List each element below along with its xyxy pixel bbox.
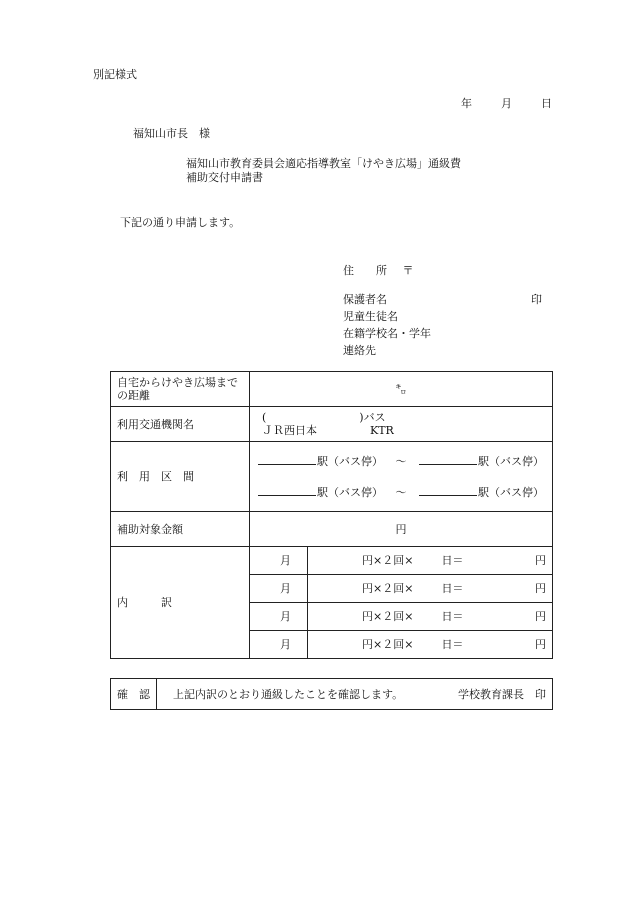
confirmation-signer: 学校教育課長 印: [458, 688, 546, 701]
application-table: [110, 371, 553, 659]
date-month: 月: [501, 97, 512, 110]
section-row: [111, 442, 553, 512]
transport-label: 利用交通機関名: [111, 407, 250, 442]
confirmation-label: 確 認: [111, 679, 157, 710]
confirmation-row: [111, 679, 553, 710]
distance-value[interactable]: [250, 372, 553, 407]
breakdown-label: 内 訳: [111, 547, 250, 659]
address-field: [343, 262, 414, 278]
distance-label: 自宅からけやき広場まで の距離: [111, 372, 250, 407]
transport-row: [111, 407, 553, 442]
section-value[interactable]: 駅（バス停） ～ 駅（バス停） 駅（バス停） ～ 駅（バス停）: [250, 442, 553, 512]
confirmation-text-cell: [157, 679, 553, 710]
breakdown-calc[interactable]: 円×２回× 日＝ 円: [308, 547, 553, 575]
date-day: 日: [541, 97, 552, 110]
section-label: 利 用 区 間: [111, 442, 250, 512]
confirmation-text: 上記内訳のとおり通級したことを確認します。: [173, 688, 404, 701]
breakdown-month[interactable]: 月: [250, 631, 308, 659]
intro-text: 下記の通り申請します。: [120, 216, 241, 229]
guardian-label: 保護者名: [343, 293, 387, 306]
postal-mark: 〒: [402, 264, 414, 277]
amount-value[interactable]: [250, 512, 553, 547]
student-label: 児童生徒名: [343, 310, 398, 323]
breakdown-calc[interactable]: 円×２回× 日＝ 円: [308, 575, 553, 603]
breakdown-calc[interactable]: 円×２回× 日＝ 円: [308, 631, 553, 659]
amount-row: [111, 512, 553, 547]
amount-label: 補助対象金額: [111, 512, 250, 547]
breakdown-month[interactable]: 月: [250, 575, 308, 603]
breakdown-month[interactable]: 月: [250, 603, 308, 631]
date-line: [461, 95, 552, 111]
breakdown-row: [111, 547, 553, 575]
breakdown-calc[interactable]: 円×２回× 日＝ 円: [308, 603, 553, 631]
school-label: 在籍学校名・学年: [343, 327, 431, 340]
guardian-seal: 印: [531, 293, 542, 306]
addressee: 福知山市長 様: [133, 127, 210, 140]
document-title-line-1: 福知山市教育委員会適応指導教室「けやき広場」通級費: [186, 157, 461, 170]
distance-row: [111, 372, 553, 407]
confirmation-table: [110, 678, 553, 710]
amount-unit: 円: [395, 522, 407, 536]
breakdown-month[interactable]: 月: [250, 547, 308, 575]
address-label: 住 所: [343, 264, 387, 277]
contact-label: 連絡先: [343, 344, 376, 357]
document-title-line-2: 補助交付申請書: [186, 171, 263, 184]
date-year: 年: [461, 97, 472, 110]
form-label: 別記様式: [93, 68, 137, 81]
transport-value[interactable]: ( )バス ＪＲ西日本 KTR: [250, 407, 553, 442]
distance-unit: ㌔: [395, 382, 407, 396]
